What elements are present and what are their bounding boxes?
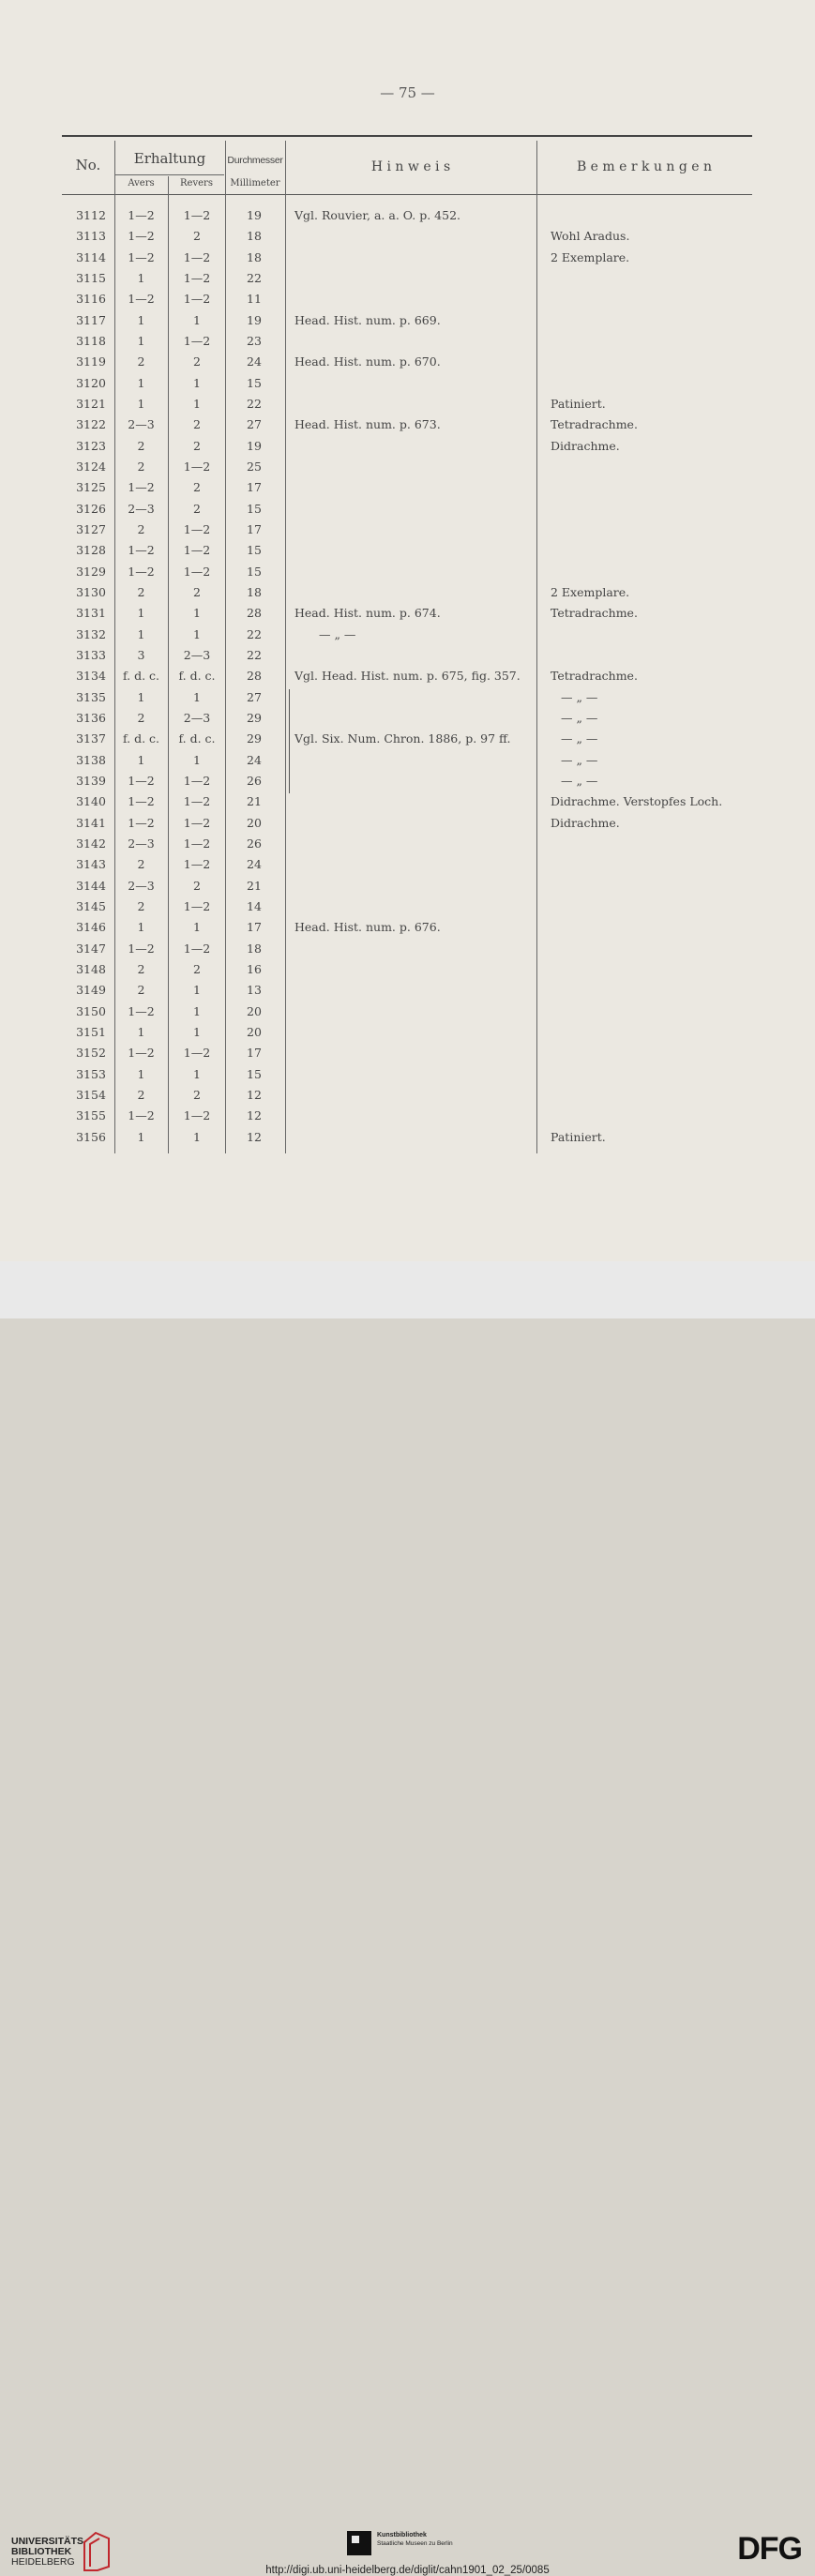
cell-dm: 28 [247,669,262,684]
cell-hw: Vgl. Rouvier, a. a. O. p. 452. [294,208,461,222]
cell-bm: Tetradrachme. [551,669,638,684]
cell-bm: Tetradrachme. [551,417,638,432]
cell-rv: 2 [193,501,201,516]
cell-rv: 2 [193,417,201,432]
column-divider [536,141,537,1153]
cell-dm: 23 [247,333,262,348]
cell-av: 1 [137,626,145,641]
cell-no: 3154 [76,1087,106,1102]
cell-rv: 1 [193,375,201,390]
permalink-url[interactable]: http://digi.ub.uni-heidelberg.de/diglit/cahn1901_02_25/0085 [265,2565,550,2576]
cell-av: 2 [137,983,145,998]
cell-av: 2 [137,1087,145,1102]
cell-rv: 1—2 [183,521,211,536]
cell-rv: f. d. c. [178,669,216,684]
cell-rv: 1 [193,1066,201,1081]
header-millimeter: Millimeter [230,178,280,188]
cell-no: 3121 [76,396,106,411]
cell-av: 1 [137,689,145,704]
cell-no: 3156 [76,1129,106,1144]
cell-no: 3132 [76,626,106,641]
cell-no: 3153 [76,1066,106,1081]
uni-line-2: BIBLIOTHEK [11,2546,72,2557]
cell-dm: 16 [247,961,262,976]
header-hinweis: H i n w e i s [370,159,451,174]
header-bottom-rule [62,194,752,195]
cell-no: 3150 [76,1003,106,1018]
cell-rv: 1—2 [183,815,211,830]
cell-rv: 1 [193,920,201,935]
cell-no: 3140 [76,794,106,809]
uni-line-1: UNIVERSITÄTS- [11,2536,87,2547]
cell-no: 3135 [76,689,106,704]
cell-av: f. d. c. [122,731,160,746]
cell-rv: 2—3 [183,710,211,725]
cell-dm: 29 [247,731,262,746]
cell-dm: 21 [247,794,262,809]
cell-rv: 2—3 [183,647,211,662]
cell-hw: Head. Hist. num. p. 673. [294,417,441,432]
cell-hw: Head. Hist. num. p. 674. [294,606,441,621]
cell-no: 3115 [76,270,106,285]
cell-dm: 20 [247,1003,262,1018]
header-erhaltung: Erhaltung [133,150,206,167]
cell-rv: 1—2 [183,564,211,579]
cell-rv: 1 [193,752,201,767]
cell-dm: 19 [247,438,262,453]
cell-dm: 22 [247,647,262,662]
footer-bar [0,1261,815,2576]
cell-dm: 15 [247,1066,262,1081]
cell-rv: 2 [193,438,201,453]
cell-no: 3137 [76,731,106,746]
cell-dm: 15 [247,501,262,516]
cell-av: 1—2 [128,480,155,495]
cell-rv: 1 [193,983,201,998]
kb-line-2: Staatliche Museen zu Berlin [377,2540,453,2547]
cell-hw: Head. Hist. num. p. 670. [294,354,441,369]
cell-rv: 1—2 [183,333,211,348]
cell-rv: 1 [193,689,201,704]
cell-av: 2—3 [128,836,155,851]
cell-rv: 1—2 [183,898,211,913]
cell-dm: 18 [247,229,262,244]
cell-bm: Didrachme. Verstopfes Loch. [551,794,723,809]
cell-no: 3147 [76,941,106,956]
cell-dm: 12 [247,1087,262,1102]
cell-no: 3145 [76,898,106,913]
cell-av: 1 [137,1129,145,1144]
cell-no: 3139 [76,773,106,788]
cell-rv: 1 [193,396,201,411]
cell-no: 3144 [76,878,106,893]
cell-no: 3114 [76,249,106,264]
cell-dm: 22 [247,626,262,641]
cell-av: 1—2 [128,543,155,558]
cell-no: 3124 [76,459,106,474]
header-avers: Avers [128,178,155,188]
cell-dm: 17 [247,1046,262,1061]
header-no: No. [75,157,101,173]
cell-rv: 2 [193,584,201,599]
cell-no: 3136 [76,710,106,725]
cell-rv: 1—2 [183,249,211,264]
header-durchmesser: Durchmesser [227,155,283,166]
cell-hw: Head. Hist. num. p. 676. [294,920,441,935]
cell-no: 3116 [76,292,106,307]
table-top-rule [62,135,752,137]
cell-hw: Head. Hist. num. p. 669. [294,312,441,327]
cell-dm: 11 [247,292,262,307]
cell-no: 3134 [76,669,106,684]
cell-no: 3118 [76,333,106,348]
cell-av: 1—2 [128,1046,155,1061]
cell-dm: 12 [247,1129,262,1144]
cell-rv: 1 [193,606,201,621]
cell-av: 1—2 [128,941,155,956]
cell-rv: 2 [193,1087,201,1102]
cell-no: 3120 [76,375,106,390]
cell-no: 3148 [76,961,106,976]
header-bemerkungen: B e m e r k u n g e n [576,159,713,174]
cell-av: 2 [137,857,145,872]
cell-av: 1 [137,606,145,621]
cell-no: 3149 [76,983,106,998]
cell-dm: 15 [247,375,262,390]
cell-no: 3138 [76,752,106,767]
scanned-page [0,0,815,1261]
cell-rv: 1 [193,626,201,641]
cell-av: 2—3 [128,417,155,432]
cell-no: 3113 [76,229,106,244]
cell-rv: 1 [193,1003,201,1018]
university-library-name [11,2537,87,2568]
cell-no: 3129 [76,564,106,579]
cell-rv: 2 [193,354,201,369]
erhaltung-subrule [115,174,224,175]
cell-no: 3143 [76,857,106,872]
cell-av: 1 [137,312,145,327]
cell-dm: 20 [247,815,262,830]
cell-av: 1—2 [128,229,155,244]
cell-bm: Tetradrachme. [551,606,638,621]
cell-dm: 20 [247,1024,262,1039]
cell-no: 3128 [76,543,106,558]
cell-bm: — „ — [561,689,598,704]
cell-no: 3122 [76,417,106,432]
cell-rv: 2 [193,878,201,893]
cell-av: 1—2 [128,292,155,307]
cell-bm: — „ — [561,710,598,725]
cell-av: 1 [137,396,145,411]
kunstbibliothek-name [377,2531,453,2548]
cell-av: 2 [137,354,145,369]
cell-dm: 18 [247,941,262,956]
cell-av: 1—2 [128,773,155,788]
cell-av: 2 [137,710,145,725]
cell-av: f. d. c. [122,669,160,684]
cell-dm: 17 [247,521,262,536]
cell-rv: 2 [193,229,201,244]
cell-no: 3112 [76,208,106,222]
cell-dm: 18 [247,584,262,599]
cell-dm: 17 [247,480,262,495]
cell-rv: 1 [193,312,201,327]
cell-av: 2—3 [128,501,155,516]
cell-av: 1 [137,270,145,285]
cell-dm: 18 [247,249,262,264]
cell-av: 3 [137,647,145,662]
cell-dm: 19 [247,208,262,222]
cell-no: 3119 [76,354,106,369]
cell-no: 3146 [76,920,106,935]
cell-rv: 1—2 [183,459,211,474]
cell-rv: 1—2 [183,1108,211,1123]
uni-line-3: HEIDELBERG [11,2556,75,2568]
cell-av: 1—2 [128,1003,155,1018]
cell-av: 2 [137,898,145,913]
cell-av: 1—2 [128,815,155,830]
cell-av: 1 [137,333,145,348]
cell-rv: 2 [193,480,201,495]
cell-rv: 1—2 [183,773,211,788]
cell-av: 2—3 [128,878,155,893]
cell-bm: Wohl Aradus. [551,229,630,244]
cell-dm: 24 [247,857,262,872]
cell-no: 3126 [76,501,106,516]
cell-dm: 24 [247,752,262,767]
cell-dm: 15 [247,543,262,558]
cell-rv: f. d. c. [178,731,216,746]
cell-av: 1 [137,752,145,767]
cell-dm: 22 [247,270,262,285]
cell-dm: 28 [247,606,262,621]
cell-rv: 1 [193,1024,201,1039]
cell-rv: 1—2 [183,941,211,956]
cell-dm: 17 [247,920,262,935]
cell-no: 3152 [76,1046,106,1061]
cell-dm: 26 [247,773,262,788]
cell-dm: 14 [247,898,262,913]
cell-rv: 1—2 [183,836,211,851]
cell-no: 3117 [76,312,106,327]
cell-dm: 19 [247,312,262,327]
cell-dm: 15 [247,564,262,579]
cell-no: 3123 [76,438,106,453]
dfg-logo: DFG [737,2531,802,2567]
cell-bm: Didrachme. [551,815,620,830]
cell-rv: 1—2 [183,208,211,222]
cell-rv: 1 [193,1129,201,1144]
cell-no: 3127 [76,521,106,536]
cell-hw: Vgl. Head. Hist. num. p. 675, fig. 357. [294,669,521,684]
cell-no: 3130 [76,584,106,599]
cell-no: 3151 [76,1024,106,1039]
cell-dm: 27 [247,417,262,432]
cell-av: 1—2 [128,564,155,579]
kunstbibliothek-logo-icon [347,2531,371,2555]
cell-dm: 13 [247,983,262,998]
cell-bm: 2 Exemplare. [551,584,630,599]
cell-no: 3141 [76,815,106,830]
page-number: — 75 — [380,84,435,101]
cell-no: 3155 [76,1108,106,1123]
cell-bm: — „ — [561,752,598,767]
column-divider [285,141,286,1153]
cell-rv: 1—2 [183,543,211,558]
cell-bm: 2 Exemplare. [551,249,630,264]
cell-av: 2 [137,521,145,536]
cell-av: 1 [137,375,145,390]
cell-dm: 27 [247,689,262,704]
cell-av: 1 [137,1066,145,1081]
cell-no: 3142 [76,836,106,851]
cell-no: 3125 [76,480,106,495]
cell-hw: — „ — [319,626,356,641]
cell-no: 3133 [76,647,106,662]
cell-bm: Patiniert. [551,1129,606,1144]
cell-dm: 26 [247,836,262,851]
cell-av: 2 [137,438,145,453]
cell-hw: Vgl. Six. Num. Chron. 1886, p. 97 ff. [294,731,511,746]
cell-rv: 1—2 [183,1046,211,1061]
cell-av: 1—2 [128,1108,155,1123]
cell-av: 1 [137,920,145,935]
cell-dm: 12 [247,1108,262,1123]
cell-dm: 25 [247,459,262,474]
cell-av: 1—2 [128,208,155,222]
cell-av: 1—2 [128,249,155,264]
cell-dm: 29 [247,710,262,725]
header-revers: Revers [180,178,213,188]
cell-bm: Didrachme. [551,438,620,453]
cell-av: 2 [137,584,145,599]
cell-no: 3131 [76,606,106,621]
cell-dm: 21 [247,878,262,893]
cell-rv: 1—2 [183,857,211,872]
cell-rv: 1—2 [183,292,211,307]
cell-av: 2 [137,459,145,474]
cell-bm: Patiniert. [551,396,606,411]
cell-bm: — „ — [561,773,598,788]
cell-rv: 1—2 [183,270,211,285]
cell-av: 2 [137,961,145,976]
cell-bm: — „ — [561,731,598,746]
cell-dm: 24 [247,354,262,369]
cell-rv: 1—2 [183,794,211,809]
cell-av: 1—2 [128,794,155,809]
kb-line-1: Kunstbibliothek [377,2532,427,2538]
cell-dm: 22 [247,396,262,411]
cell-rv: 2 [193,961,201,976]
cell-av: 1 [137,1024,145,1039]
